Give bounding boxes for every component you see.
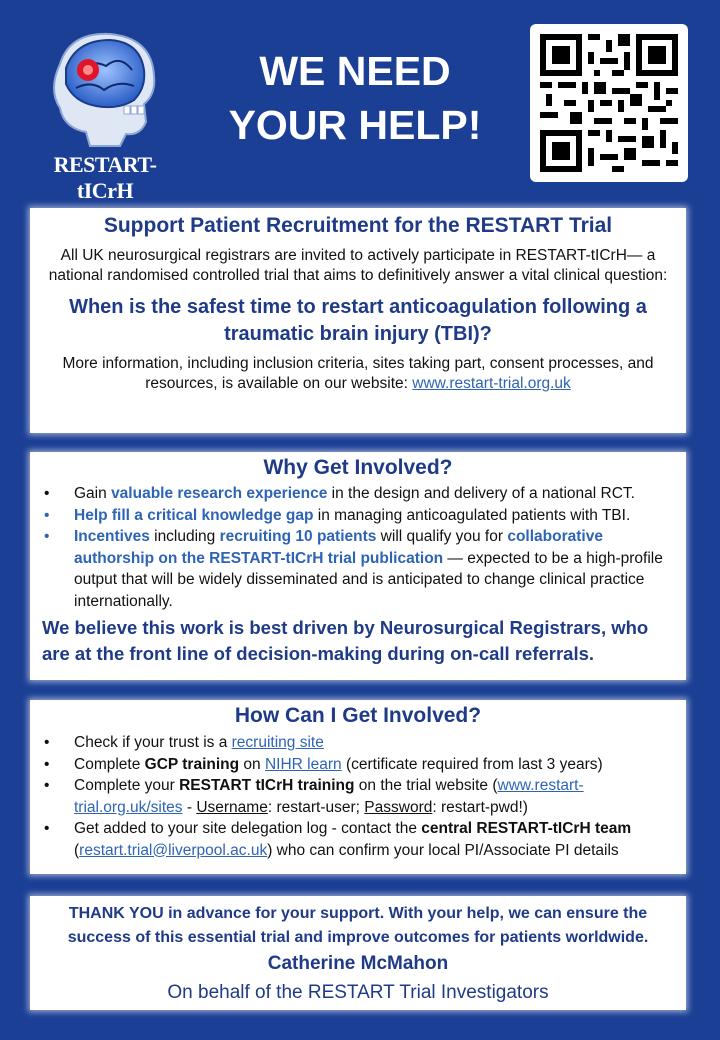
why-item-text: including: [149, 528, 220, 545]
registrar-statement: We believe this work is best driven by Neurosurgical Registrars, who are at the front line of decision-making during on-call referrals.: [42, 617, 649, 664]
why-item: [36, 505, 680, 527]
how-item-bold: RESTART tICrH training: [179, 777, 355, 794]
why-item-highlight: Incentives: [74, 528, 150, 545]
why-item-text: — expected to be a high-profile output that will be widely disseminated and is anticipated to change clinical practice internationally.: [74, 549, 663, 610]
why-item-highlight: Help fill a critical knowledge gap: [74, 506, 314, 524]
sites-link[interactable]: www.restart-trial.org.uk/sites: [74, 777, 584, 816]
headline-line-2: YOUR HELP!: [228, 102, 482, 148]
how-item-bold: GCP training: [144, 755, 240, 773]
how-item: [36, 775, 680, 818]
how-item-text: (: [74, 841, 80, 859]
how-item: [36, 754, 680, 776]
how-item-text: -: [182, 798, 197, 816]
why-item-text: in managing anticoagulated patients with TBI.: [313, 506, 631, 524]
more-info-text: More information, including inclusion criteria, sites taking part, consent processes, and resources, is available on our website:: [62, 355, 654, 392]
username-value: : restart-user;: [267, 798, 365, 816]
why-item-text: Gain: [74, 485, 112, 502]
skull-brain-icon: [30, 24, 180, 154]
recruitment-intro: All UK neurosurgical registrars are invited to actively participate in RESTART-tICrH— a national randomised controlled trial that aims to definitively answer a vital clinical question:: [48, 247, 668, 284]
how-item-bold: central RESTART-tICrH team: [421, 820, 632, 837]
qr-code[interactable]: [530, 24, 688, 182]
password-value: : restart-pwd!): [432, 798, 528, 816]
how-item-text: (certificate required from last 3 years): [341, 755, 603, 773]
headline-line-1: WE NEED: [259, 48, 451, 94]
recruitment-card: [30, 208, 686, 433]
thanks-message: THANK YOU in advance for your support. With your help, we can ensure the success of this essential trial and improve outcomes for patients worldwide.: [67, 905, 649, 946]
signer-name: Catherine McMahon: [267, 953, 449, 974]
why-item-highlight: recruiting 10 patients: [219, 528, 377, 545]
more-info: [44, 354, 672, 394]
how-item: [36, 818, 680, 861]
why-list: [36, 483, 680, 612]
why-item-highlight: collaborative authorship on the RESTART-tICrH trial publication: [74, 528, 603, 567]
how-item-text: Complete: [74, 755, 145, 773]
why-title: Why Get Involved?: [263, 456, 453, 479]
why-item-text: will qualify you for: [376, 528, 508, 545]
why-item: [36, 483, 680, 505]
closing-card: [30, 896, 686, 1010]
username-label: Username: [196, 798, 268, 816]
headline: [200, 44, 510, 152]
logo-text: RESTART-tICrH: [53, 152, 157, 203]
how-item-text: on: [239, 755, 265, 773]
restart-logo: [30, 24, 180, 203]
recruiting-site-link[interactable]: recruiting site: [231, 734, 324, 751]
nihr-learn-link[interactable]: NIHR learn: [264, 755, 342, 773]
how-list: [36, 732, 680, 861]
how-title: How Can I Get Involved?: [234, 704, 482, 727]
qr-code-icon: [540, 34, 678, 172]
key-question: When is the safest time to restart anticoagulation following a traumatic brain injury (TBI)?: [69, 296, 647, 345]
how-item-text: on the trial website (: [354, 777, 498, 794]
recruitment-title: Support Patient Recruitment for the RESTART Trial: [103, 214, 613, 237]
how-item-text: Complete your: [74, 777, 180, 794]
how-card: [30, 700, 686, 874]
password-label: Password: [364, 798, 433, 816]
behalf-line: On behalf of the RESTART Trial Investigators: [167, 982, 549, 1003]
why-card: [30, 452, 686, 680]
how-item-text: ) who can confirm your local PI/Associate PI details: [267, 841, 619, 859]
website-link[interactable]: www.restart-trial.org.uk: [412, 375, 571, 392]
why-item-text: in the design and delivery of a national RCT.: [327, 485, 635, 502]
why-item: [36, 526, 680, 612]
how-item-text: Get added to your site delegation log - contact the: [74, 820, 422, 837]
how-item-text: Check if your trust is a: [74, 734, 232, 751]
why-item-highlight: valuable research experience: [111, 485, 328, 502]
how-item: [36, 732, 680, 754]
email-link[interactable]: restart.trial@liverpool.ac.uk: [79, 841, 268, 859]
